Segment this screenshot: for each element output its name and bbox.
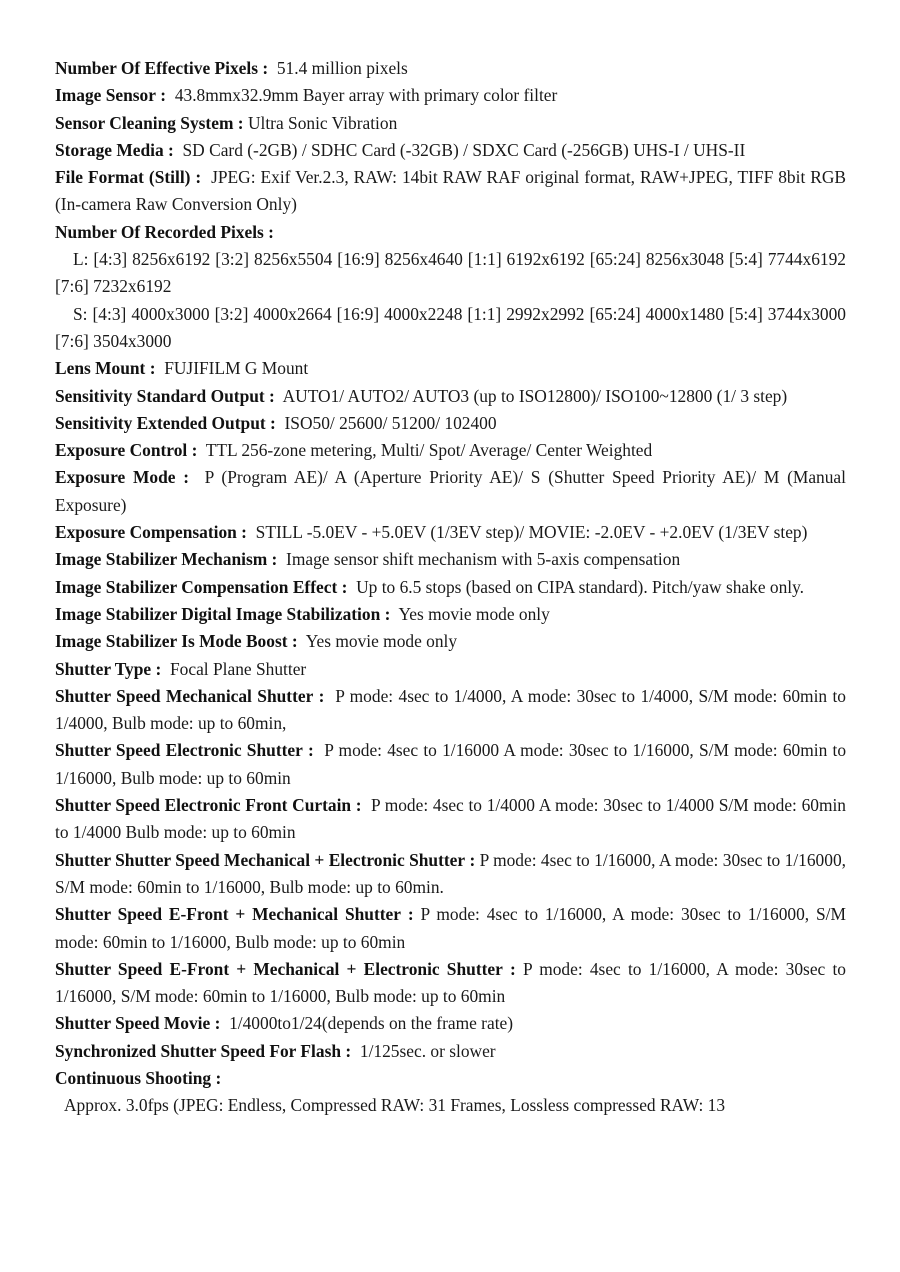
spec-value: Yes movie mode only: [398, 603, 550, 624]
spec-value: Focal Plane Shutter: [170, 658, 307, 679]
spec-label: Image Stabilizer Mechanism :: [55, 549, 278, 570]
spec-label: Shutter Speed Electronic Shutter :: [55, 740, 314, 761]
spec-is-mode-boost: [55, 628, 846, 655]
spec-continuous-shooting: [55, 1065, 846, 1092]
spec-value: ISO50/ 25600/ 51200/ 102400: [284, 412, 497, 433]
spec-value: FUJIFILM G Mount: [164, 358, 309, 379]
spec-value: Image sensor shift mechanism with 5-axis compensation: [286, 549, 681, 570]
spec-value: 1/125sec. or slower: [359, 1040, 496, 1061]
spec-label: Sensitivity Standard Output :: [55, 385, 275, 406]
spec-value: 51.4 million pixels: [276, 58, 408, 78]
spec-value: Up to 6.5 stops (based on CIPA standard). Pitch/yaw shake only.: [356, 576, 805, 597]
spec-shutter-efront-mech-electronic: [55, 956, 846, 1011]
spec-lens-mount: [55, 355, 846, 382]
spec-value: AUTO1/ AUTO2/ AUTO3 (up to ISO12800)/ ISO100~12800 (1/ 3 step): [282, 385, 788, 406]
spec-digital-stabilization: [55, 601, 846, 628]
spec-label: Number Of Effective Pixels :: [55, 58, 269, 78]
spec-storage-media: [55, 137, 846, 164]
spec-value: P mode: 4sec to 1/16000, A mode: 30sec to 1/16000, S/M mode: 60min to 1/16000, Bulb mode: up to 60min: [55, 904, 846, 952]
spec-image-sensor: [55, 82, 846, 109]
spec-sensitivity-extended: [55, 410, 846, 437]
spec-label: Number Of Recorded Pixels :: [55, 221, 274, 242]
spec-label: Exposure Mode :: [55, 467, 190, 488]
spec-value: TTL 256-zone metering, Multi/ Spot/ Average/ Center Weighted: [205, 440, 653, 461]
spec-sensor-cleaning: [55, 110, 846, 137]
spec-label: Shutter Shutter Speed Mechanical + Electronic Shutter :: [55, 849, 476, 870]
spec-sensitivity-standard: [55, 383, 846, 410]
spec-flash-sync: [55, 1038, 846, 1065]
spec-value: P mode: 4sec to 1/16000, A mode: 30sec to 1/16000, S/M mode: 60min to 1/16000, Bulb mode: up to 60min.: [55, 849, 846, 897]
spec-value: 43.8mmx32.9mm Bayer array with primary color filter: [174, 85, 558, 106]
spec-label: Exposure Compensation :: [55, 522, 247, 543]
spec-document: [55, 55, 846, 1120]
spec-label: Exposure Control :: [55, 440, 198, 461]
spec-label: Image Stabilizer Is Mode Boost :: [55, 631, 298, 652]
spec-shutter-movie: [55, 1010, 846, 1037]
spec-recorded-pixels: [55, 219, 846, 246]
spec-shutter-mechanical: [55, 683, 846, 738]
spec-value: Yes movie mode only: [305, 631, 458, 652]
spec-exposure-control: [55, 437, 846, 464]
spec-value: Ultra Sonic Vibration: [247, 112, 398, 133]
spec-value: JPEG: Exif Ver.2.3, RAW: 14bit RAW RAF original format, RAW+JPEG, TIFF 8bit RGB (In-camera Raw Conversion Only): [55, 167, 847, 215]
spec-label: Sensitivity Extended Output :: [55, 412, 276, 433]
spec-value: P mode: 4sec to 1/4000, A mode: 30sec to 1/4000, S/M mode: 60min to 1/4000, Bulb mode: up to 60min,: [55, 685, 847, 734]
recorded-pixels-large: L: [4:3] 8256x6192 [3:2] 8256x5504 [16:9] 8256x4640 [1:1] 6192x6192 [65:24] 8256x3048 [5:4] 7744x6192 [7:6] 7232x6192: [55, 249, 846, 297]
spec-effective-pixels: [55, 55, 846, 82]
spec-label: Image Sensor :: [55, 85, 167, 106]
spec-label: Shutter Speed E-Front + Mechanical Shutter :: [55, 904, 414, 925]
continuous-shooting-detail: Approx. 3.0fps (JPEG: Endless, Compressed RAW: 31 Frames, Lossless compressed RAW: 13: [64, 1095, 726, 1116]
spec-stabilizer-effect: [55, 574, 846, 601]
spec-file-format: [55, 164, 846, 219]
spec-value: P mode: 4sec to 1/16000 A mode: 30sec to 1/16000, S/M mode: 60min to 1/16000, Bulb mode: up to 60min: [55, 740, 847, 788]
spec-label: Shutter Speed Electronic Front Curtain :: [55, 795, 362, 816]
spec-label: Storage Media :: [55, 139, 174, 160]
spec-value: 1/4000to1/24(depends on the frame rate): [229, 1013, 514, 1034]
spec-shutter-electronic: [55, 737, 846, 792]
spec-value: SD Card (-2GB) / SDHC Card (-32GB) / SDXC Card (-256GB) UHS-I / UHS-II: [182, 139, 746, 160]
spec-exposure-compensation: [55, 519, 846, 546]
recorded-pixels-small: S: [4:3] 4000x3000 [3:2] 4000x2664 [16:9] 4000x2248 [1:1] 2992x2992 [65:24] 4000x1480 [5:4] 3744x3000 [7:6] 3504x3000: [55, 303, 846, 351]
spec-label: File Format (Still) :: [55, 167, 202, 188]
spec-shutter-mech-electronic: [55, 847, 846, 902]
spec-label: Continuous Shooting :: [55, 1067, 222, 1088]
spec-shutter-front-curtain: [55, 792, 846, 847]
spec-label: Image Stabilizer Digital Image Stabilization :: [55, 603, 391, 624]
spec-label: Image Stabilizer Compensation Effect :: [55, 576, 348, 597]
spec-label: Shutter Speed Mechanical Shutter :: [55, 685, 325, 706]
spec-value: P mode: 4sec to 1/16000, A mode: 30sec to 1/16000, S/M mode: 60min to 1/16000, Bulb mode: up to 60min: [55, 958, 846, 1007]
spec-shutter-efront-mechanical: [55, 901, 846, 956]
spec-value: P mode: 4sec to 1/4000 A mode: 30sec to 1/4000 S/M mode: 60min to 1/4000 Bulb mode: up to 60min: [55, 795, 847, 843]
spec-label: Shutter Type :: [55, 658, 162, 679]
spec-label: Shutter Speed Movie :: [55, 1013, 221, 1034]
spec-exposure-mode: [55, 464, 846, 519]
spec-label: Lens Mount :: [55, 358, 156, 379]
spec-label: Synchronized Shutter Speed For Flash :: [55, 1040, 352, 1061]
spec-label: Sensor Cleaning System :: [55, 112, 244, 133]
spec-value: STILL -5.0EV - +5.0EV (1/3EV step)/ MOVIE: -2.0EV - +2.0EV (1/3EV step): [255, 522, 808, 543]
spec-value: P (Program AE)/ A (Aperture Priority AE)/ S (Shutter Speed Priority AE)/ M (Manual Exposure): [55, 467, 846, 515]
spec-shutter-type: [55, 656, 846, 683]
spec-stabilizer-mechanism: [55, 546, 846, 573]
spec-label: Shutter Speed E-Front + Mechanical + Electronic Shutter :: [55, 958, 516, 979]
